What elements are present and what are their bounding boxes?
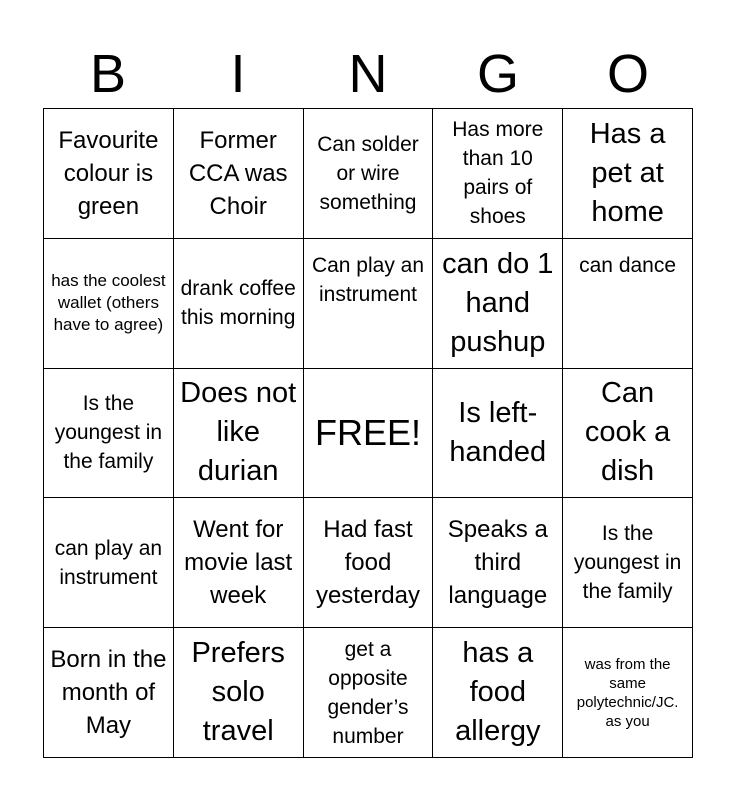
bingo-cell-r1-c5[interactable]	[563, 109, 693, 239]
bingo-cell-r4-c5[interactable]	[563, 498, 693, 628]
bingo-cell-r3-c4[interactable]	[433, 369, 563, 499]
cell-text: Born in the month of May	[50, 646, 167, 740]
bingo-board	[43, 108, 693, 758]
bingo-cell-r5-c3[interactable]	[304, 628, 434, 758]
cell-text: Can cook a dish	[584, 377, 671, 488]
free-space-text: FREE!	[314, 411, 421, 453]
cell-text: Went for movie last week	[184, 516, 293, 610]
cell-text: has a food allergy	[455, 637, 541, 748]
cell-text: Has more than 10 pairs of shoes	[452, 118, 544, 229]
cell-text: Speaks a third language	[447, 516, 548, 610]
header-letter-n: N	[348, 44, 388, 104]
cell-text: Is left-handed	[449, 396, 547, 468]
bingo-cell-r5-c4[interactable]	[433, 628, 563, 758]
cell-text: Can solder or wire something	[317, 132, 419, 214]
bingo-cell-r4-c4[interactable]	[433, 498, 563, 628]
bingo-cell-r1-c1[interactable]	[44, 109, 174, 239]
bingo-cell-r2-c4[interactable]	[433, 239, 563, 369]
cell-text: can dance	[579, 253, 677, 277]
bingo-cell-r2-c3[interactable]	[304, 239, 434, 369]
bingo-cell-r5-c1[interactable]	[44, 628, 174, 758]
bingo-cell-r1-c2[interactable]	[174, 109, 304, 239]
cell-text: can play an instrument	[54, 536, 163, 589]
cell-text: get a opposite gender’s number	[327, 637, 409, 748]
bingo-cell-r4-c1[interactable]	[44, 498, 174, 628]
cell-text: Is the youngest in the family	[573, 522, 682, 604]
bingo-cell-r1-c4[interactable]	[433, 109, 563, 239]
bingo-cell-r3-c2[interactable]	[174, 369, 304, 499]
bingo-cell-r1-c3[interactable]	[304, 109, 434, 239]
cell-text: Has a pet at home	[589, 117, 666, 228]
cell-text: Former CCA was Choir	[188, 126, 288, 220]
bingo-cell-r2-c1[interactable]	[44, 239, 174, 369]
cell-text: Prefers solo travel	[191, 637, 285, 748]
bingo-cell-r2-c5[interactable]	[563, 239, 693, 369]
bingo-cell-r2-c2[interactable]	[174, 239, 304, 369]
bingo-cell-free[interactable]	[304, 369, 434, 499]
bingo-cell-r3-c5[interactable]	[563, 369, 693, 499]
header-letter-b: B	[89, 44, 127, 104]
cell-text: has the coolest wallet (others have to agree)	[51, 271, 166, 335]
bingo-cell-r5-c5[interactable]	[563, 628, 693, 758]
bingo-cell-r3-c1[interactable]	[44, 369, 174, 499]
header-letter-i: I	[230, 44, 246, 104]
header-letter-g: G	[476, 44, 519, 104]
cell-text: Does not like durian	[180, 377, 297, 488]
cell-text: Favourite colour is green	[58, 126, 159, 220]
cell-text: can do 1 hand pushup	[442, 247, 554, 358]
bingo-cell-r4-c3[interactable]	[304, 498, 434, 628]
cell-text: Had fast food yesterday	[315, 516, 421, 610]
bingo-header	[43, 40, 693, 108]
header-letter-o: O	[606, 44, 649, 104]
bingo-cell-r5-c2[interactable]	[174, 628, 304, 758]
cell-text: Can play an instrument	[311, 253, 425, 306]
bingo-cell-r4-c2[interactable]	[174, 498, 304, 628]
cell-text: drank coffee this morning	[180, 277, 296, 330]
cell-text: was from the same polytechnic/JC. as you	[576, 655, 679, 730]
cell-text: Is the youngest in the family	[54, 392, 163, 474]
